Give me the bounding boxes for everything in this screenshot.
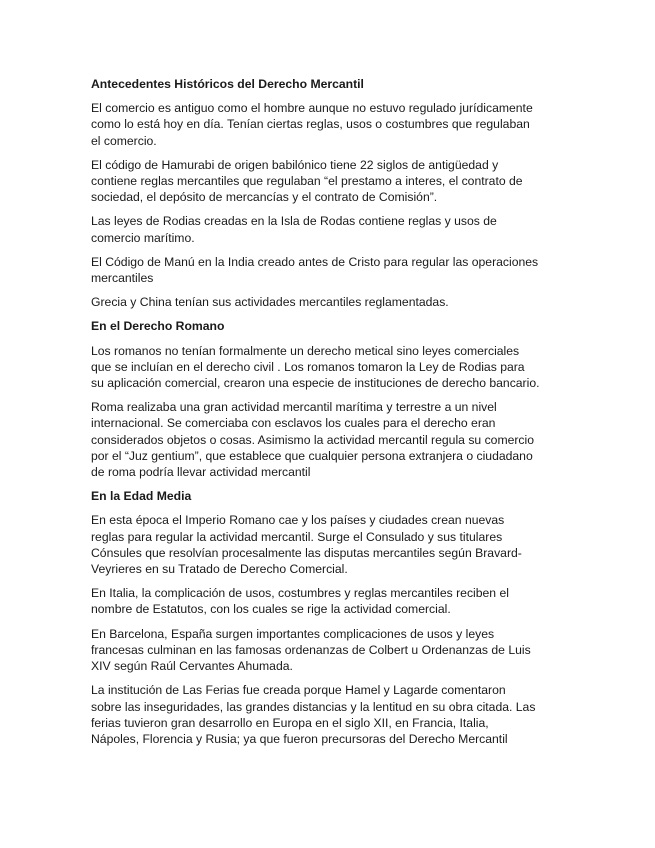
text-line: contiene reglas mercantiles que regulaban “el prestamo a interes, el contrato de xyxy=(91,174,523,189)
text-line: El Código de Manú en la India creado antes de Cristo para regular las operaciones xyxy=(91,254,539,269)
text-line: En Italia, la complicación de usos, costumbres y reglas mercantiles reciben el xyxy=(91,586,509,601)
paragraph-hamurabi xyxy=(91,157,569,206)
text-line: Grecia y China tenían sus actividades mercantiles reglamentadas. xyxy=(91,295,449,310)
text-line: Los romanos no tenían formalmente un derecho metical sino leyes comerciales xyxy=(91,343,520,358)
text-line: francesas culminan en las famosas ordenanzas de Colbert u Ordenanzas de Luis xyxy=(91,642,531,657)
text-line: reglas para regular la actividad mercantil. Surge el Consulado y sus titulares xyxy=(91,529,503,544)
text-line: que se incluían en el derecho civil . Los romanos tomaron la Ley de Rodias para xyxy=(91,359,525,374)
paragraph-italia xyxy=(91,585,569,617)
text-line: En esta época el Imperio Romano cae y los países y ciudades crean nuevas xyxy=(91,513,505,528)
paragraph-ferias xyxy=(91,682,569,747)
text-line: En Barcelona, España surgen importantes complicaciones de usos y leyes xyxy=(91,626,495,641)
paragraph-manu xyxy=(91,254,569,286)
text-line: internacional. Se comerciaba con esclavos los cuales para el derecho eran xyxy=(91,416,496,431)
text-line: de roma podría llevar actividad mercantil xyxy=(91,465,311,480)
paragraph-imperio-romano xyxy=(91,512,569,577)
paragraph-rodias xyxy=(91,213,569,245)
text-line: considerados objetos o cosas. Asimismo la actividad mercantil regula su comercio xyxy=(91,432,535,447)
text-line: sociedad, el depósito de mercancías y el contrato de Comisión”. xyxy=(91,190,438,205)
text-line: el comercio. xyxy=(91,133,157,148)
paragraph-barcelona xyxy=(91,626,569,675)
text-line: Cónsules que resolvían procesalmente las disputas mercantiles según Bravard- xyxy=(91,545,522,560)
heading-derecho-romano: En el Derecho Romano xyxy=(91,319,225,334)
heading-antecedentes: Antecedentes Históricos del Derecho Mercantil xyxy=(91,77,364,91)
text-line: comercio marítimo. xyxy=(91,230,195,245)
text-line: por el “Juz gentium”, que establece que cualquier persona extranjera o ciudadano xyxy=(91,448,533,463)
paragraph-comercio-antiguo xyxy=(91,100,569,149)
document-body xyxy=(91,76,569,755)
heading-edad-media: En la Edad Media xyxy=(91,489,192,504)
text-line: Las leyes de Rodias creadas en la Isla de Rodas contiene reglas y usos de xyxy=(91,214,497,229)
text-line: La institución de Las Ferias fue creada porque Hamel y Lagarde comentaron xyxy=(91,683,506,698)
text-line: Roma realizaba una gran actividad mercantil marítima y terrestre a un nivel xyxy=(91,400,497,415)
text-line: XIV según Raúl Cervantes Ahumada. xyxy=(91,659,293,674)
text-line: Veyrieres en su Tratado de Derecho Comercial. xyxy=(91,562,348,577)
paragraph-romanos xyxy=(91,343,569,392)
paragraph-roma-actividad xyxy=(91,399,569,480)
text-line: ferias tuvieron gran desarrollo en Europa en el siglo XII, en Francia, Italia, xyxy=(91,715,489,730)
text-line: El comercio es antiguo como el hombre aunque no estuvo regulado jurídicamente xyxy=(91,101,533,116)
text-line: sobre las inseguridades, las grandes distancias y la lentitud en su obra citada. Las xyxy=(91,699,536,714)
text-line: mercantiles xyxy=(91,271,154,286)
text-line: El código de Hamurabi de origen babilónico tiene 22 siglos de antigüedad y xyxy=(91,157,499,172)
paragraph-grecia-china xyxy=(91,294,569,310)
text-line: nombre de Estatutos, con los cuales se rige la actividad comercial. xyxy=(91,602,451,617)
text-line: su aplicación comercial, crearon una especie de instituciones de derecho bancario. xyxy=(91,376,540,391)
text-line: Nápoles, Florencia y Rusia; ya que fueron precursoras del Derecho Mercantil xyxy=(91,731,508,746)
text-line: como lo está hoy en día. Tenían ciertas reglas, usos o costumbres que regulaban xyxy=(91,117,530,132)
